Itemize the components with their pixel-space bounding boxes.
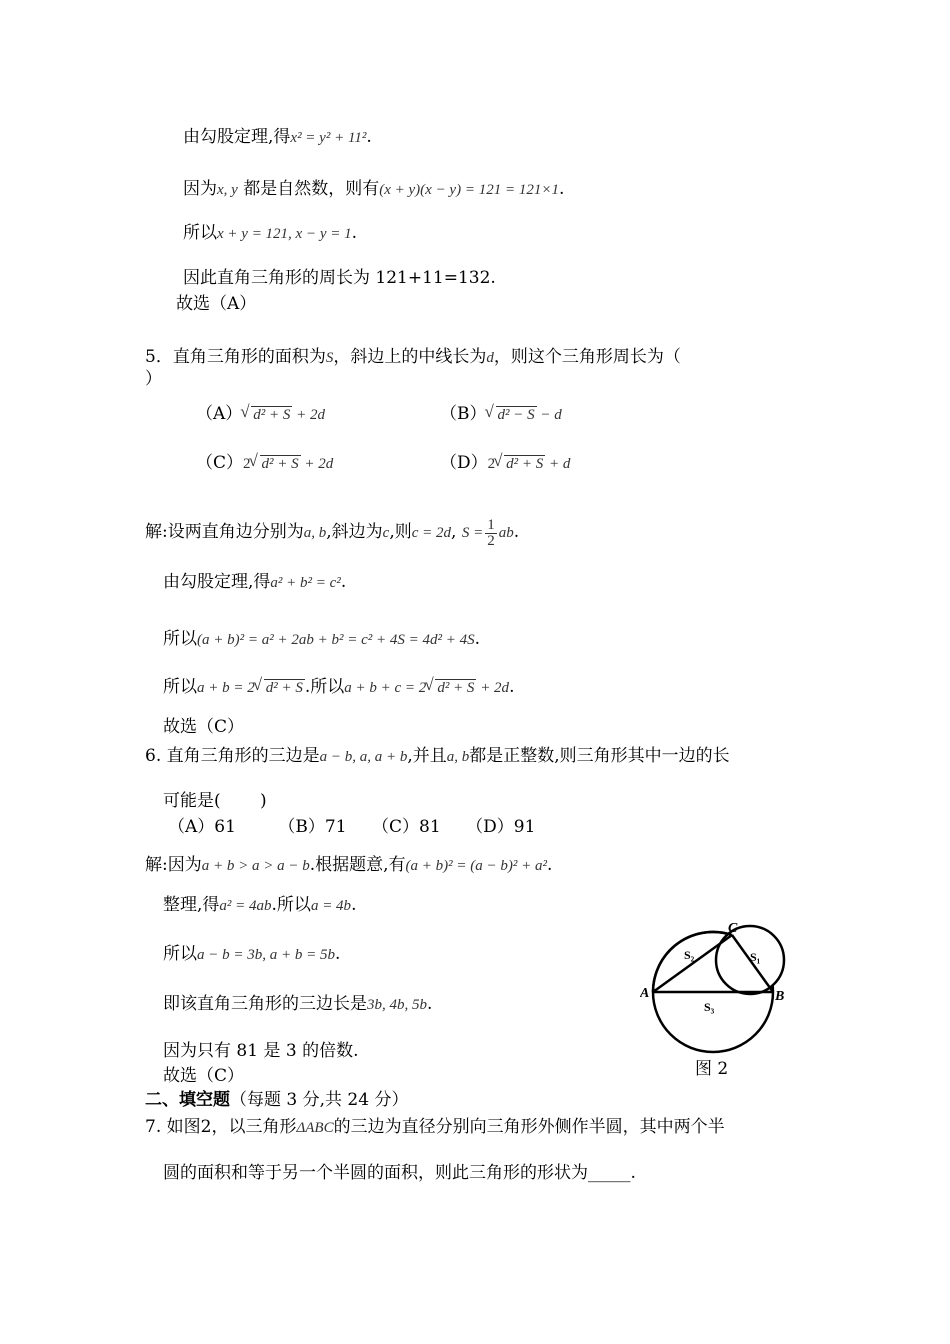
solution-5-setup: 解:设两直角边分别为a, b,斜边为c,则c = 2d, S = $\frac{1}{2}$ ab. (145, 517, 520, 549)
question-5-close: ） (145, 369, 162, 389)
label-c: C (728, 921, 738, 936)
answer-q5: 故选（C） (163, 717, 245, 737)
solution-5-pythagoras: 由勾股定理,得a² + b² = c². (163, 572, 347, 592)
label-a: A (640, 986, 650, 1001)
label-b: B (775, 989, 785, 1004)
solution-5-result: 所以a + b = 2√ d² + S .所以a + b + c = 2√ d² + S + 2d. (163, 676, 514, 699)
solution-6-triangle: 即该直角三角形的三边长是3b, 4b, 5b. (163, 994, 433, 1014)
line-natural-numbers: 因为x, y 都是自然数，则有(x + y)(x − y) = 121 = 121×1. (183, 179, 565, 199)
label-s1: S₁ (750, 950, 761, 964)
question-6-options: （A）61 （B）71 （C）81 （D）91 (168, 817, 536, 837)
label-s3: S₃ (704, 1000, 715, 1014)
solution-6-simplify: 整理,得a² = 4ab.所以a = 4b. (163, 895, 357, 915)
question-5-stem: 5．直角三角形的面积为S，斜边上的中线长为d，则这个三角形周长为（ (145, 347, 681, 367)
label-s2: S₂ (684, 948, 695, 962)
answer-q6: 故选（C） (163, 1066, 245, 1086)
question-7-stem: 7. 如图2，以三角形ΔABC的三边为直径分别向三角形外侧作半圆，其中两个半 (145, 1117, 725, 1137)
figure-2-caption: 图 2 (695, 1059, 729, 1079)
question-7-tail: 圆的面积和等于另一个半圆的面积，则此三角形的形状为_____. (163, 1163, 636, 1183)
line-perimeter: 因此直角三角形的周长为 121+11=132. (183, 268, 496, 288)
solution-6-condition: 解:因为a + b > a > a − b.根据题意,有(a + b)² = (a − b)² + a². (145, 855, 553, 875)
question-6-stem: 6. 直角三角形的三边是a − b, a, a + b,并且a, b都是正整数,则三角形其中一边的长 (145, 746, 730, 766)
figure-2-diagram (640, 915, 800, 1080)
question-6-tail: 可能是( ) (163, 791, 267, 811)
option-5b: （B）√ d² − S − d (440, 403, 562, 426)
option-5d: （D）2√ d² + S + d (440, 452, 570, 475)
line-pythagoras-1: 由勾股定理,得x² = y² + 11². (183, 127, 372, 147)
line-sum-diff: 所以x + y = 121, x − y = 1. (183, 223, 358, 243)
solution-5-square: 所以(a + b)² = a² + 2ab + b² = c² + 4S = 4d² + 4S. (163, 629, 481, 649)
answer-q4: 故选（A） (176, 294, 257, 314)
section-2-heading: 二、填空题（每题 3 分,共 24 分） (145, 1090, 409, 1110)
solution-6-multiple: 因为只有 81 是 3 的倍数. (163, 1041, 359, 1061)
option-5c: （C）2√ d² + S + 2d (196, 452, 333, 475)
solution-6-sides: 所以a − b = 3b, a + b = 5b. (163, 944, 341, 964)
option-5a: （A）√ d² + S + 2d (196, 403, 325, 426)
